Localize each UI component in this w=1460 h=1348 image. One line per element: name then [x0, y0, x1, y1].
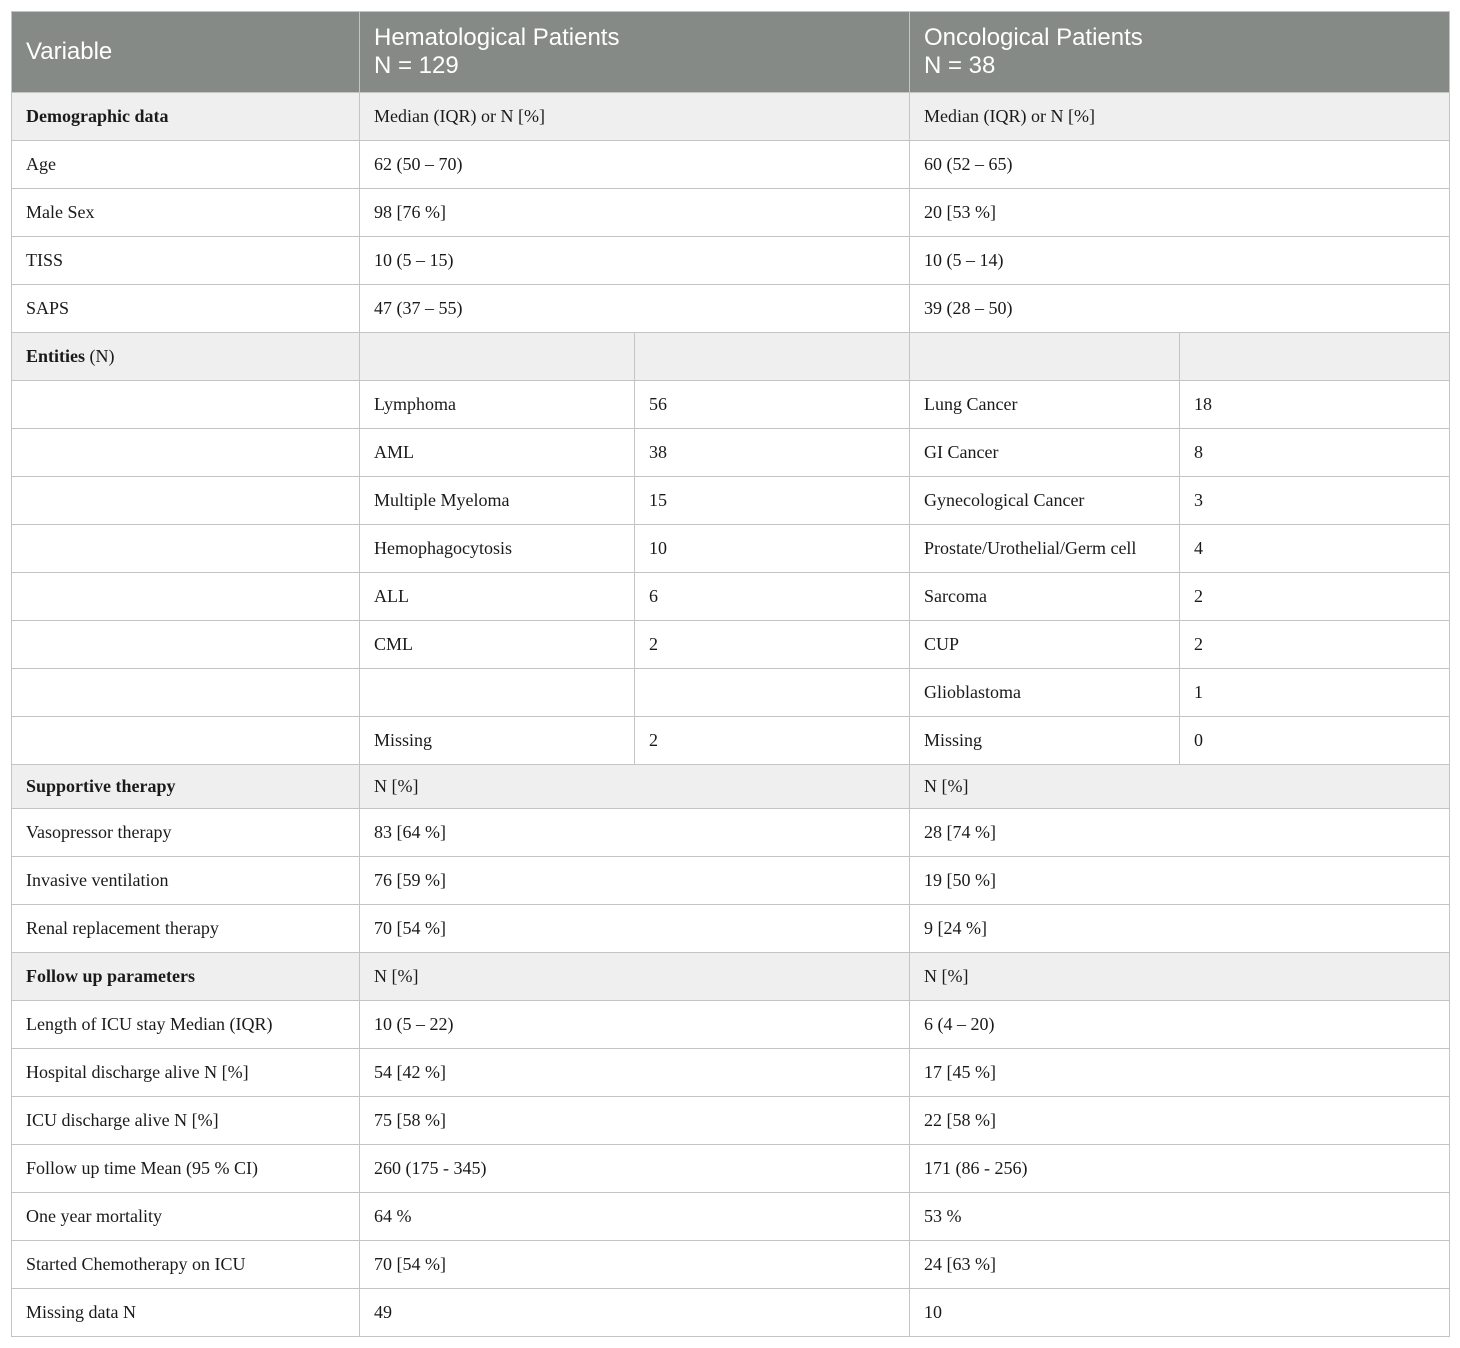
table-row	[12, 525, 1450, 573]
hema-entity-count: 2	[635, 621, 910, 669]
onco-entity-name: CUP	[910, 621, 1180, 669]
hema-value: 62 (50 – 70)	[360, 141, 910, 189]
hema-value: 70 [54 %]	[360, 905, 910, 953]
empty-cell	[12, 381, 360, 429]
empty-cell	[12, 717, 360, 765]
row-label: Follow up time Mean (95 % CI)	[12, 1145, 360, 1193]
row-label: Length of ICU stay Median (IQR)	[12, 1001, 360, 1049]
onco-entity-count: 2	[1180, 573, 1450, 621]
onco-entity-count: 2	[1180, 621, 1450, 669]
header-hematological-title: Hematological Patients	[374, 24, 620, 51]
empty-cell	[1180, 333, 1450, 381]
table-row	[12, 621, 1450, 669]
hema-entity-name: Missing	[360, 717, 635, 765]
table-row	[12, 189, 1450, 237]
hema-value: 260 (175 - 345)	[360, 1145, 910, 1193]
section-label: Demographic data	[12, 93, 360, 141]
header-hematological	[360, 12, 910, 93]
empty-cell	[12, 477, 360, 525]
row-label: Started Chemotherapy on ICU	[12, 1241, 360, 1289]
onco-entity-count: 1	[1180, 669, 1450, 717]
empty-cell	[910, 333, 1180, 381]
hema-entity-name	[360, 669, 635, 717]
hema-value: 64 %	[360, 1193, 910, 1241]
hema-entity-count: 6	[635, 573, 910, 621]
row-label: Renal replacement therapy	[12, 905, 360, 953]
onco-value: 39 (28 – 50)	[910, 285, 1450, 333]
table-row	[12, 477, 1450, 525]
onco-entity-count: 3	[1180, 477, 1450, 525]
hema-value: 76 [59 %]	[360, 857, 910, 905]
onco-value: 28 [74 %]	[910, 809, 1450, 857]
row-label: Hospital discharge alive N [%]	[12, 1049, 360, 1097]
hema-value: 75 [58 %]	[360, 1097, 910, 1145]
onco-entity-name: Lung Cancer	[910, 381, 1180, 429]
row-label: Missing data N	[12, 1289, 360, 1337]
onco-value: 9 [24 %]	[910, 905, 1450, 953]
empty-cell	[12, 621, 360, 669]
hema-value: 98 [76 %]	[360, 189, 910, 237]
hema-value: 10 (5 – 15)	[360, 237, 910, 285]
section-label: Supportive therapy	[12, 765, 360, 809]
hema-entity-count	[635, 669, 910, 717]
table-row	[12, 857, 1450, 905]
hema-entity-count: 38	[635, 429, 910, 477]
empty-cell	[635, 333, 910, 381]
row-label: Invasive ventilation	[12, 857, 360, 905]
hema-entity-count: 2	[635, 717, 910, 765]
onco-entity-name: Glioblastoma	[910, 669, 1180, 717]
table-row	[12, 1049, 1450, 1097]
empty-cell	[12, 429, 360, 477]
onco-entity-name: Prostate/Urothelial/Germ cell	[910, 525, 1180, 573]
table-row	[12, 1001, 1450, 1049]
section-label: Follow up parameters	[12, 953, 360, 1001]
row-label: Age	[12, 141, 360, 189]
header-variable: Variable	[12, 12, 360, 93]
onco-entity-count: 18	[1180, 381, 1450, 429]
hema-value: 54 [42 %]	[360, 1049, 910, 1097]
hema-entity-name: Multiple Myeloma	[360, 477, 635, 525]
table-row	[12, 237, 1450, 285]
onco-value: 10 (5 – 14)	[910, 237, 1450, 285]
table-row	[12, 1097, 1450, 1145]
table-row	[12, 669, 1450, 717]
row-label: ICU discharge alive N [%]	[12, 1097, 360, 1145]
hema-value: 47 (37 – 55)	[360, 285, 910, 333]
table-row	[12, 1289, 1450, 1337]
entities-label-bold: Entities	[26, 346, 86, 366]
section-row-supportive	[12, 765, 1450, 809]
row-label: SAPS	[12, 285, 360, 333]
hema-value: 83 [64 %]	[360, 809, 910, 857]
hema-entity-name: CML	[360, 621, 635, 669]
onco-entity-name: Gynecological Cancer	[910, 477, 1180, 525]
onco-value: 171 (86 - 256)	[910, 1145, 1450, 1193]
header-oncological	[910, 12, 1450, 93]
table-row	[12, 573, 1450, 621]
section-unit-hema: N [%]	[360, 953, 910, 1001]
table-row	[12, 809, 1450, 857]
section-unit-onco: Median (IQR) or N [%]	[910, 93, 1450, 141]
row-label: TISS	[12, 237, 360, 285]
header-oncological-title: Oncological Patients	[924, 24, 1143, 51]
onco-value: 53 %	[910, 1193, 1450, 1241]
onco-value: 6 (4 – 20)	[910, 1001, 1450, 1049]
table-row	[12, 285, 1450, 333]
table-row	[12, 905, 1450, 953]
onco-entity-name: Missing	[910, 717, 1180, 765]
hema-entity-count: 56	[635, 381, 910, 429]
section-unit-hema: N [%]	[360, 765, 910, 809]
onco-value: 22 [58 %]	[910, 1097, 1450, 1145]
hema-value: 70 [54 %]	[360, 1241, 910, 1289]
table-row	[12, 141, 1450, 189]
hema-value: 49	[360, 1289, 910, 1337]
hema-entity-name: Hemophagocytosis	[360, 525, 635, 573]
table-row	[12, 717, 1450, 765]
empty-cell	[12, 573, 360, 621]
table-header-row	[12, 12, 1450, 93]
empty-cell	[12, 669, 360, 717]
row-label: Vasopressor therapy	[12, 809, 360, 857]
header-oncological-n: N = 38	[924, 52, 996, 79]
row-label: One year mortality	[12, 1193, 360, 1241]
onco-entity-count: 4	[1180, 525, 1450, 573]
onco-value: 60 (52 – 65)	[910, 141, 1450, 189]
table-row	[12, 1241, 1450, 1289]
onco-entity-count: 0	[1180, 717, 1450, 765]
onco-value: 20 [53 %]	[910, 189, 1450, 237]
row-label: Male Sex	[12, 189, 360, 237]
section-unit-onco: N [%]	[910, 765, 1450, 809]
hema-entity-count: 15	[635, 477, 910, 525]
section-unit-hema: Median (IQR) or N [%]	[360, 93, 910, 141]
section-row-demographic	[12, 93, 1450, 141]
onco-value: 19 [50 %]	[910, 857, 1450, 905]
table-row	[12, 429, 1450, 477]
section-row-entities	[12, 333, 1450, 381]
header-hematological-n: N = 129	[374, 52, 459, 79]
hema-value: 10 (5 – 22)	[360, 1001, 910, 1049]
onco-value: 10	[910, 1289, 1450, 1337]
onco-entity-name: GI Cancer	[910, 429, 1180, 477]
table-row	[12, 381, 1450, 429]
table-row	[12, 1193, 1450, 1241]
onco-value: 24 [63 %]	[910, 1241, 1450, 1289]
empty-cell	[360, 333, 635, 381]
table-row	[12, 1145, 1450, 1193]
empty-cell	[12, 525, 360, 573]
hema-entity-count: 10	[635, 525, 910, 573]
onco-value: 17 [45 %]	[910, 1049, 1450, 1097]
section-label	[12, 333, 360, 381]
hema-entity-name: Lymphoma	[360, 381, 635, 429]
onco-entity-count: 8	[1180, 429, 1450, 477]
hema-entity-name: ALL	[360, 573, 635, 621]
section-row-followup	[12, 953, 1450, 1001]
hema-entity-name: AML	[360, 429, 635, 477]
onco-entity-name: Sarcoma	[910, 573, 1180, 621]
section-unit-onco: N [%]	[910, 953, 1450, 1001]
entities-label-suffix: (N)	[85, 346, 115, 366]
patient-characteristics-table	[11, 11, 1450, 1337]
